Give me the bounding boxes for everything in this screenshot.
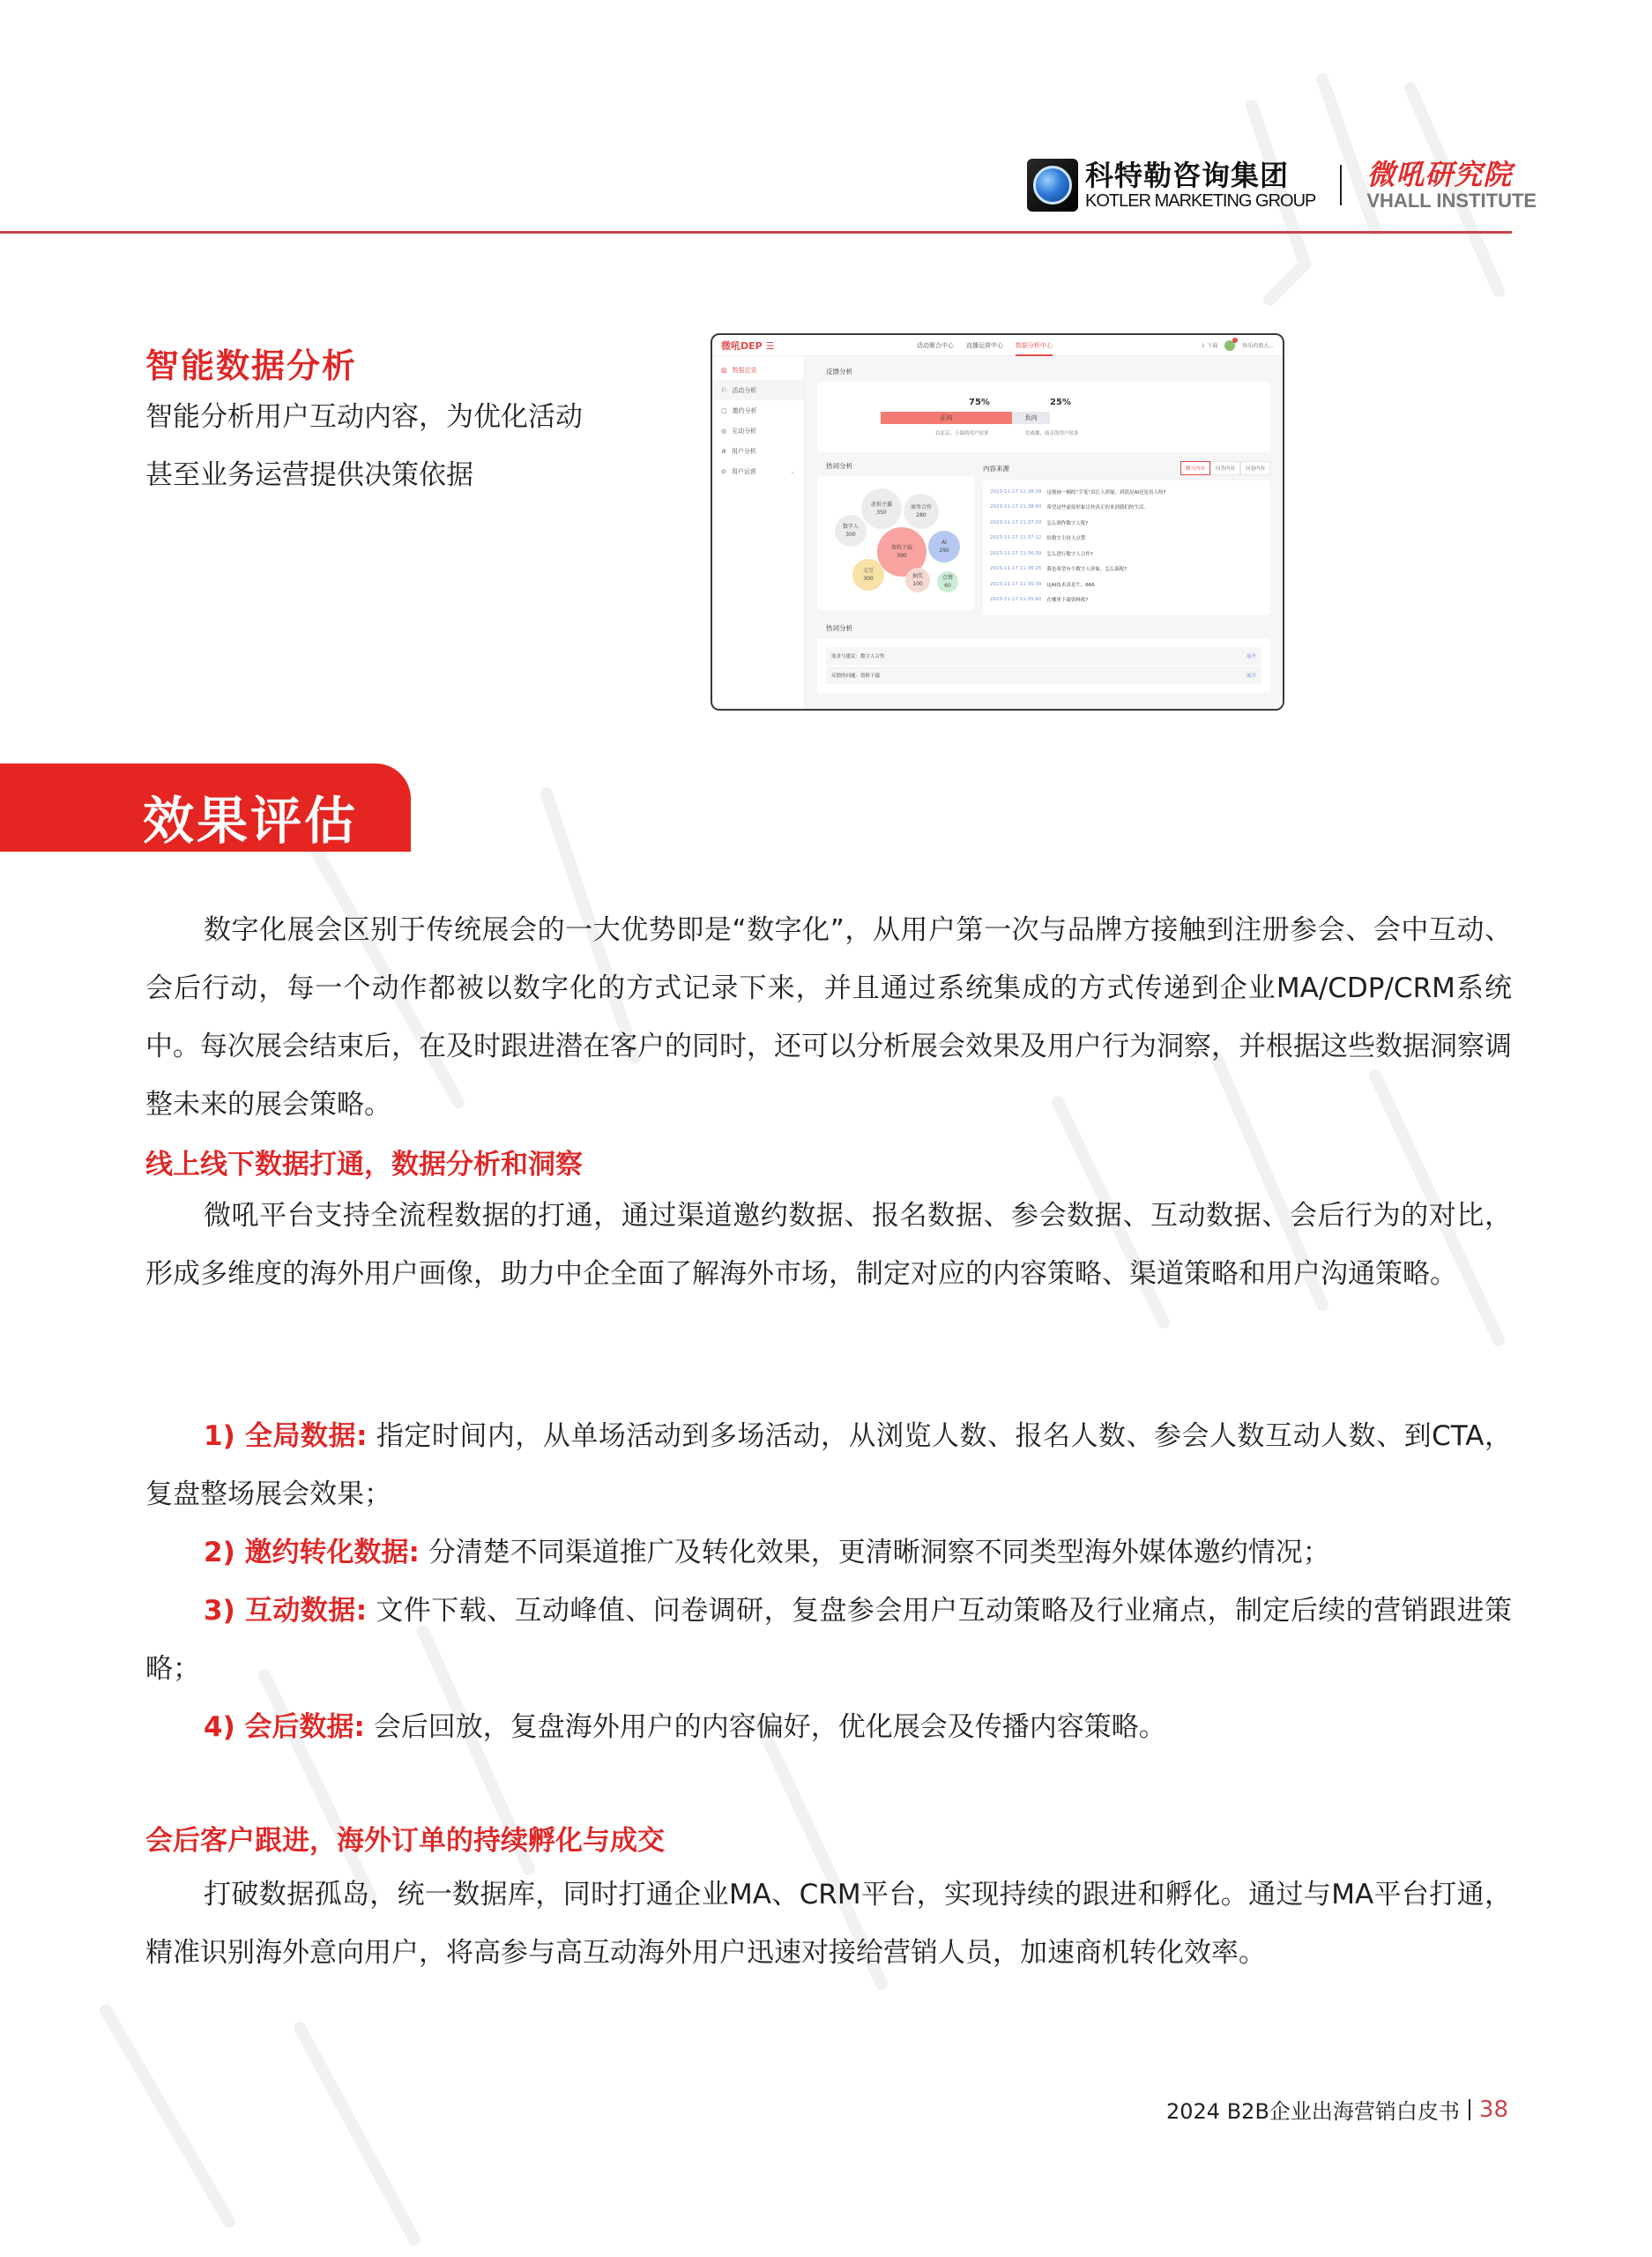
feedback-bar (881, 412, 1094, 424)
hotword-bubble (937, 571, 958, 592)
list-item (145, 1523, 1512, 1582)
keyword-row: 反馈的问题：资料下载 展开 (826, 667, 1261, 684)
feature-description (145, 388, 639, 504)
tab-qa[interactable]: 问答内容 (1210, 461, 1240, 475)
hotword-label: 数字人 (842, 524, 859, 530)
hotword-label: 点赞 (941, 575, 953, 581)
paragraph: 微吼平台支持全流程数据的打通，通过渠道邀约数据、报名数据、参会数据、互动数据、会后行为的对比，形成多维度的海外用户画像，助力中企全面了解海外市场，制定对应的内容策略、渠道策略和用户沟通策略。 (145, 1200, 1512, 1290)
hotword-label: 抽奖 (912, 573, 923, 579)
content-item (990, 531, 1263, 547)
content-item (990, 515, 1263, 531)
content-time: 2023-11-17 11:35:40 (990, 597, 1042, 603)
bar-chart-icon: ▥ (721, 366, 727, 374)
vhall-name-cn: 微吼研究院 (1366, 158, 1513, 191)
list-item-label: 3) 互动数据: (204, 1595, 368, 1627)
content-time: 2023-11-17 11:38:39 (990, 488, 1042, 495)
positive-note: 以北京、上海的用户居多 (935, 431, 989, 436)
positive-pct: 75% (969, 398, 990, 407)
expand-link[interactable]: 展开 (1246, 654, 1256, 659)
sidebar-item[interactable]: ▥ 数据总览 (721, 366, 757, 374)
interaction-icon: ◎ (721, 427, 727, 435)
content-time: 2023-11-17 11:38:40 (990, 504, 1042, 510)
content-time: 2023-11-17 11:36:25 (990, 566, 1042, 572)
positive-segment: 正向 (881, 412, 1012, 424)
avatar[interactable] (1224, 340, 1235, 351)
footer-title: 2024 B2B企业出海营销白皮书 (1166, 2099, 1460, 2124)
list-item (145, 1698, 1512, 1756)
keywords-card (817, 638, 1270, 693)
vhall-logo (1366, 159, 1537, 212)
content-item (990, 546, 1263, 562)
flag-icon: ⚐ (721, 386, 727, 394)
hotword-label: 商务合作 (910, 504, 932, 510)
sidebar-item[interactable]: ⋔ 用户分析 (721, 447, 756, 455)
sidebar-item[interactable]: ◎ 互动分析 (721, 427, 757, 435)
tab-survey[interactable]: 问卷内容 (1240, 461, 1270, 475)
download-button[interactable]: ⇩ 下载 (1201, 343, 1218, 349)
content-source-title: 内容来源 (983, 464, 1009, 473)
content-source-list (983, 480, 1270, 615)
hotwords-bubble-chart (817, 476, 974, 610)
sidebar-item[interactable]: ▢ 邀约分析 (721, 406, 757, 414)
list-item-text: 会后回放，复盘海外用户的内容偏好，优化展会及传播内容策略。 (364, 1711, 1166, 1743)
content-source-tabs (1180, 461, 1270, 475)
tab-chat[interactable]: 聊天内容 (1180, 461, 1210, 475)
feature-desc-line: 甚至业务运营提供决策依据 (145, 459, 473, 491)
content-item (990, 500, 1263, 516)
hotword-label: 资料下载 (890, 545, 912, 551)
content-time: 2023-11-17 11:36:39 (990, 550, 1042, 556)
list-item-text: 分清楚不同渠道推广及转化效果，更清晰洞察不同类型海外媒体邀约情况； (419, 1537, 1330, 1568)
hotword-label: 虚拟主播 (870, 502, 892, 508)
negative-note: 以成都、南京的用户居多 (1025, 431, 1079, 436)
hotword-value: 290 (939, 547, 949, 554)
list-item-text: 指定时间内，从单场活动到多场活动，从浏览人数、报名人数、参会人数互动人数、到CTA，复盘整场展会效果； (145, 1420, 1512, 1510)
content-text: 这AI技术真是牛，666 (1046, 582, 1095, 588)
dashboard-nav (917, 335, 1053, 356)
dashboard-topbar (712, 335, 1283, 356)
logo-divider (1340, 165, 1342, 205)
keywords-title: 热词分析 (826, 624, 852, 632)
nav-tab-active[interactable]: 数据分析中心 (1016, 335, 1053, 356)
menu-icon: ☰ (765, 339, 775, 352)
sub-heading: 会后客户跟进，海外订单的持续孵化与成交 (145, 1825, 665, 1857)
hotwords-title: 热词分析 (826, 462, 852, 470)
hotword-value: 300 (863, 576, 874, 582)
paragraph: 打破数据孤岛，统一数据库，同时打通企业MA、CRM平台，实现持续的跟进和孵化。通过与MA平台打通，精准识别海外意向用户，将高参与高互动海外用户迅速对接给营销人员，加速商机转化效率。 (145, 1879, 1512, 1969)
list-item-label: 4) 会后数据: (204, 1711, 365, 1743)
hotword-value: 100 (912, 581, 923, 587)
feature-desc-line: 智能分析用户互动内容，为优化活动 (145, 401, 583, 433)
list-item-text: 文件下载、互动峰值、问卷调研，复盘参会用户互动策略及行业痛点，制定后续的营销跟进策略； (145, 1595, 1512, 1685)
hotword-bubble (835, 515, 867, 547)
content-item (990, 484, 1263, 500)
user-ops-icon: ⊙ (721, 467, 726, 475)
content-text: 怎么制作数字人呢? (1046, 520, 1089, 526)
download-icon: ⇩ (1201, 343, 1206, 349)
content-time: 2023-11-17 11:35:39 (990, 581, 1042, 587)
footer-divider (1469, 2099, 1470, 2120)
content-item (990, 577, 1263, 592)
feedback-card (817, 382, 1270, 452)
keyword-row: 需求与建议：数字人合作 展开 (826, 647, 1261, 665)
nav-tab[interactable]: 直播运营中心 (966, 341, 1003, 349)
feature-title: 智能数据分析 (145, 346, 358, 385)
invite-icon: ▢ (721, 406, 727, 414)
nav-tab[interactable]: 活动聚合中心 (917, 341, 954, 349)
section-title: 效果评估 (143, 791, 359, 851)
list-item (145, 1407, 1512, 1523)
hotword-bubble (852, 559, 884, 591)
hotword-label: 交互 (862, 568, 874, 574)
content-item (990, 562, 1263, 577)
hotword-label: AI (941, 540, 947, 546)
content-item (990, 592, 1263, 608)
chevron-down-icon: ⌄ (790, 467, 795, 475)
hotword-bubble (861, 488, 902, 529)
user-analysis-icon: ⋔ (721, 447, 726, 455)
expand-link[interactable]: 展开 (1246, 674, 1256, 679)
section-banner (0, 764, 411, 852)
list-item-label: 1) 全局数据: (204, 1420, 368, 1452)
negative-pct: 25% (1050, 398, 1071, 407)
negative-segment: 负向 (1012, 412, 1051, 424)
content-time: 2023-11-17 11:37:12 (990, 535, 1042, 541)
content-text: 希望这些虚拟形象尽快真正的来到我们的生活。 (1046, 505, 1149, 511)
header-logos (1027, 152, 1537, 219)
sidebar-item[interactable]: ⊙ 用户运营 ⌄ (721, 467, 795, 475)
kotler-globe-icon (1027, 159, 1078, 212)
hotword-bubble (904, 494, 939, 529)
content-text: 这刻画一楠的“手笔”真让人质疑，到底是AI还是真人呀? (1046, 489, 1166, 495)
hotword-value: 280 (916, 512, 926, 518)
hotword-value: 350 (876, 510, 887, 516)
feedback-title: 反馈分析 (826, 368, 852, 376)
kotler-name-en: KOTLER MARKETING GROUP (1085, 191, 1316, 211)
content-text: 我也希望有个数字人形象，怎么搞呢? (1046, 567, 1127, 573)
hotword-value: 390 (897, 553, 907, 559)
footer (1166, 2094, 1508, 2125)
kotler-name-cn: 科特勒咨询集团 (1085, 159, 1290, 192)
dashboard-brand: 微吼DEP ☰ (721, 339, 775, 352)
hotword-bubble (928, 531, 960, 562)
content-text: 怎么进行数字人合作? (1046, 551, 1093, 557)
kotler-logo (1027, 159, 1315, 212)
dashboard-sidebar (712, 356, 805, 711)
content-time: 2023-11-17 11:37:20 (990, 519, 1042, 525)
list-item (145, 1582, 1512, 1698)
list-item-label: 2) 邀约转化数据: (204, 1537, 420, 1568)
header-rule (0, 231, 1512, 234)
hotword-value: 300 (845, 532, 856, 538)
sidebar-item[interactable]: ⚐ 活动分析 (712, 380, 804, 400)
dashboard-screenshot (711, 333, 1284, 711)
vhall-name-en: VHALL INSTITUTE (1366, 190, 1537, 212)
page-number: 38 (1478, 2096, 1508, 2123)
paragraph: 数字化展会区别于传统展会的一大优势即是“数字化”，从用户第一次与品牌方接触到注册参会、会中互动、会后行动，每一个动作都被以数字化的方式记录下来，并且通过系统集成的方式传递到企业MA/CDP/CRM系统中。每次展会结束后，在及时跟进潜在客户的同时，还可以分析展会效果及用户行为洞察，并根据这些数据洞察调整未来的展会策略。 (145, 914, 1512, 1121)
user-name: 快乐的浪大... (1242, 343, 1274, 349)
hotword-value: 60 (944, 583, 951, 589)
hotword-bubble (905, 568, 930, 592)
content-text: 在哪里下载资料呢? (1046, 598, 1089, 604)
sub-heading: 线上线下数据打通，数据分析和洞察 (145, 1149, 583, 1181)
content-text: 给数字主持人点赞 (1046, 536, 1086, 542)
